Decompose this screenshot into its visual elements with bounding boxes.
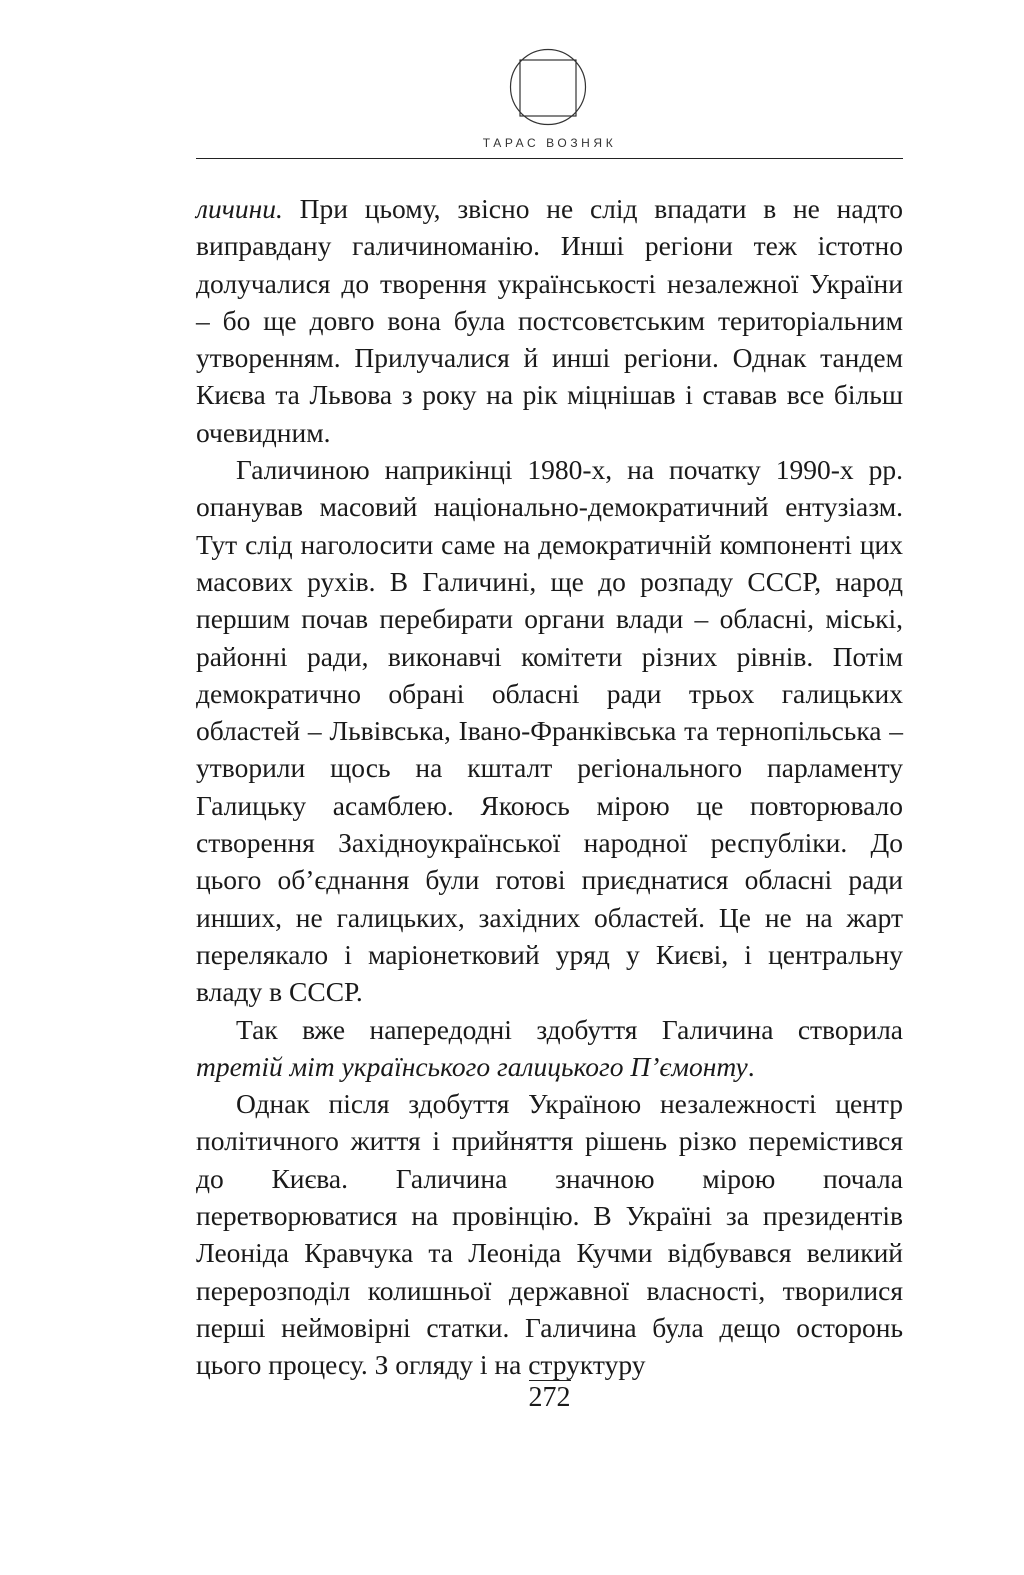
running-head-author: ТАРАС ВОЗНЯК <box>482 136 617 150</box>
circle-square-logo-icon <box>509 48 587 126</box>
paragraph-3-text: Так вже напередодні здобуття Галичина створила <box>236 1013 903 1045</box>
header-rule <box>196 158 903 159</box>
paragraph-3-italic: третій міт українського галицького П’ємонту <box>196 1050 748 1082</box>
text-body <box>196 190 903 1384</box>
paragraph-1-italic: личини. <box>196 193 283 224</box>
page-number <box>196 1380 903 1415</box>
paragraph-1 <box>196 190 903 451</box>
paragraph-3 <box>196 1011 903 1086</box>
paragraph-4: Однак після здобуття Україною незалежності центр політичного життя і прийняття рішень різко перемістився до Києва. Галичина значною мірою почала перетворюватися на провінцію. В Україні за президентів Леоніда Кравчука та Леоніда Кучми відбувався великий перерозподіл колишньої державної власності, творилися перші неймовірні статки. Галичина була дещо осторонь цього процесу. З огляду і на структуру <box>196 1088 903 1381</box>
paragraph-3-end: . <box>747 1050 755 1082</box>
page-number-text: 272 <box>528 1382 571 1413</box>
paragraph-1-text: При цьому, звісно не слід впадати в не надто виправдану галичиноманію. Инші регіони теж істотно долучалися до творення українськості незалежної України – бо ще довго вона була постсовєтським територіальним утворенням. Прилучалися й инші регіони. Однак тандем Києва та Львова з року на рік міцнішав і ставав все більш очевидним. <box>196 193 903 448</box>
paragraph-2: Галичиною наприкінці 1980-х, на початку 1990-х рр. опанував масовий національно-демократичний ентузіазм. Тут слід наголосити саме на демократичній компоненті цих масових рухів. В Галичині, ще до розпаду СССР, народ першим почав перебирати органи влади – обласні, міські, районні ради, виконавчі комітети різних рівнів. Потім демократично обрані обласні ради трьох галицьких областей – Львівська, Івано-Франківська та тернопільська – утворили щось на кшталт регіонального парламенту Галицьку асамблею. Якоюсь мірою це повторювало створення Західноукраїнської народної республіки. До цього об’єднання були готові приєднатися обласні ради инших, не галицьких, західних областей. Це не на жарт перелякало і маріонетковий уряд у Києві, і центральну владу в СССР. <box>196 454 903 1008</box>
